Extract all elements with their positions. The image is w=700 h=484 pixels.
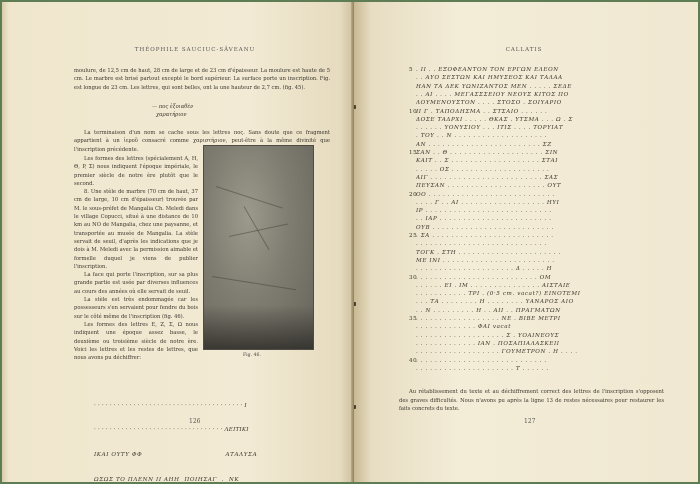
right-page (354, 2, 698, 482)
binding-clip (354, 405, 356, 409)
damage-paragraph: La stèle est très endommagée car les possesseurs s'en servaient pour fendre du bois sur le côté même de l'inscription (fig. 46). (74, 297, 198, 320)
greek-line: . . ΑΙ . . . . ΜΕΓΑΣΣΣΕΙΟΥ ΝΕΟΥΣ ΚΙΤΟΣ ΠΟ (416, 91, 569, 98)
line-number: 30 (409, 274, 418, 281)
intro-paragraph (74, 67, 330, 92)
greek-line: . . . . . . . . . . . . . . . . . . . . . . . . . . ΟΜ (416, 274, 552, 281)
stele-photograph (203, 145, 314, 350)
greek-line: ΣΑΝ . . Θ . . . . . . . . . . . . . . . . . . . . ΣΙΝ (416, 150, 559, 156)
left-page (2, 2, 354, 482)
greek-line: ΚΑΙΤ . . Σ . . . . . . . . . . . . . . . . . . . ΣΤΑΙ (416, 158, 559, 165)
inscription-line: χαρατήριον (156, 112, 187, 119)
greek-line: ΛΟΥΜΕΝΟΥΣΤΟΝ . . . . ΣΤΟΣΟ . ΣΟΙΥΑΡΙΟ (416, 100, 562, 107)
greek-line: ΙΙ Γ . ΤΑΠΟΔΗΣΜΑ . . ΣΤΣΑΙΟ . . . . . . (416, 108, 548, 115)
line-number: 35 (409, 316, 418, 322)
greek-line: ΤΟΓΚ . ΣΤΗ . . . . . . . . . . . . . . . . . . . . . . (416, 249, 561, 256)
greek-line: ΗΑΝ ΤΑ ΔΕΚ ΥΩΝΙΖΑΝΤΟΣ ΜΕΝ . . . . . ΣΕΔΕ (416, 83, 572, 90)
greek-line: . . . ΤΑ . . . . . . . . Η . . . . . . . . ΥΑΝΑΡΟΣ ΑΙΟ (416, 299, 574, 306)
greek-line: · · · · · · · · · · · · · · · · · · · · · · · · · · · · · · · · · ΛΕΙΤΙΚΙ (94, 427, 249, 434)
greek-line: . . . . . . . . . . . ΤΡΙ . (0·5 cm. vacat?) ΕΙΝΟΤΕΜΙ (416, 291, 581, 298)
inscription-quote (152, 103, 272, 120)
greek-line: . . . . . . . . . . . . . . . . . . ΝΕ . ΒΙΒΕ ΜΕΤΡΙ (416, 316, 561, 322)
greek-fragment-left (94, 385, 257, 482)
figure-caption: Fig. 46. (243, 353, 261, 358)
line-number: 20 (409, 191, 418, 198)
left-column-text (74, 155, 198, 362)
greek-line: . . . . . . . . . . . . . ΙΑΝ . ΠΟΣΑΠΙΑΛΑΣΚΕΙΙ (416, 340, 560, 347)
greek-line: ΙΚΑΙ ΟΥΤΥ ΦΦ ΑΤΑΛΥΣΑ (94, 452, 258, 459)
greek-line: ΑΙΓ . . . . . . . . . . . . . . . . . . . . . . . . ΣΑΣ (416, 174, 559, 181)
greek-line: ΔΟΣΕ ΤΑΔΡΧΙ . . . . . ΘΚΑΣ . ΥΤΣΜΑ . . . Ω . Σ (416, 116, 573, 123)
greek-line: . . . . . . ΥΟΝΥΣΙΟΥ . . . ΙΤΙΣ . . . . ΤΟΡΥΙΑΤ (416, 125, 564, 132)
greek-line: ΟΟ . . . . . . . . . . . . . . . . . . . . . . . . . . . (416, 191, 555, 198)
greek-line: . . . . . ΟΣ . . . . . . . . . . . . . . . . . . . . . (416, 166, 550, 173)
greek-line: . . . . . . . . . . . . . . . . . . . Σ . ΥΟΑΙΝΕΟΥΣ (416, 332, 560, 339)
greek-line: ΠΕΥΣΑΝ . . . . . . . . . . . . . . . . . . . . . ΟΥΤ (416, 183, 562, 190)
line-number: 15 (409, 150, 418, 156)
greek-line: . . Ν . . . . . . . . . Η . . ΑΙΙ . . ΠΡΑΓΜΑΤΩΝ (416, 307, 561, 314)
running-head-right: CALLATIS (505, 47, 543, 53)
greek-line: ΜΕ ΙΝΙ . . . . . . . . . . . . . . . . . . . . . . . . (416, 257, 555, 264)
greek-line: . ΤΟΥ . . Ν . . . . . . . . . . . . . . . . . . . . (416, 133, 548, 140)
closing-paragraph (399, 388, 664, 414)
inscription-line: — πος ἐξοιαθὲν (152, 104, 194, 110)
greek-line: . ΙΙ . . ΕΞΟΦΕΑΝΤΟΝ ΤΟΝ ΕΡΓΩΝ ΕΛΕΟΝ (416, 67, 559, 73)
greek-line: . . . . Γ . . ΑΙ . . . . . . . . . . . . . . . . . . ΗΥΙ (416, 199, 560, 206)
greek-line: . . . . . . . . . . . . . . . . . . . . . Δ . . . . . Η (416, 266, 553, 273)
greek-line: . . . . . . . . . . . . . . . . . . . . . . . . . . . . (416, 241, 547, 248)
greek-line: ΙΡ . . . . . . . . . . . . . . . . . . . . . . . . . . . (416, 208, 552, 215)
book-spread (2, 2, 698, 482)
greek-line: . ΣΑ . . . . . . . . . . . . . . . . . . . . . . . . . . (416, 233, 554, 239)
greek-line: . . . . . . . . . . . . . . . . . . . . . . . . . . . . (416, 357, 547, 364)
line-number: 40 (409, 357, 418, 364)
greek-line: . . ΙΑΡ . . . . . . . . . . . . . . . . . . . . . . . . (416, 216, 552, 223)
intro-text: moulure, de 12,5 cm de haut, 28 cm de large et de 23 cm d'épaisseur. La moulure est haute de 5 cm. Le marbre est brisé partout excepté le bord supérieur. La surface porte un inscription. Fig. est longue de 23 cm. Les lettres, qui sont belles, ont la une hauteur de 2,7 cm. (fig. 45). (74, 68, 330, 91)
greek-line: · · · · · · · · · · · · · · · · · · · · · · · · · · · · · · · · · · · · · · I (94, 402, 247, 409)
greek-line: . . . . . . ΕΙ . ΙΜ . . . . . . . . . . . . . . . ΑΙΣΤΑΙΕ (416, 282, 571, 289)
stele-paragraph: 8. Une stèle de marbre (70 cm de haut, 37 cm de large, 10 cm d'épaisseur) trouvée par M. le sous-préfet de Mangalia Ch. Meledi dans le village Copucci, situé à une distance de 10 km au NO de Mangalia, chez une paysanne, et transportée au musée de Mangalia. La stèle servait de seuil, d'après les indications que je dois à M. Meledi avec la permission aimable et formelle duquel je viens de publier l'inscription. (74, 189, 198, 270)
page-number-left: 126 (189, 418, 201, 425)
closing-text: Au rétablissement du texte et au déchiffrement correct des lettres de l'inscription s'opposent des graves difficultés. Nous n'avons pu après la ligne 13 de restes nécessaires pour restaurer les faits concrets du texte. (399, 389, 664, 413)
running-head-left: THÉOPHILE SAUCIUC-SĂVEANU (134, 47, 256, 53)
line-number: 5 (409, 67, 414, 73)
binding-clip (354, 105, 356, 109)
greek-line: . . . . . . . . . . . . . . . . . . ΓΟΥΜΕΤΡΟΝ . Η . . . . (416, 349, 578, 356)
line-number: 25 (409, 233, 418, 239)
page-edge (2, 2, 9, 482)
date-paragraph: Les formes des lettres E, Z, Σ, Ω nous indiquent une époque assez basse, le deuxième ou troisième siècle de notre ère. Voici les lettres et les restes de lettres, que nous avons pu déchiffrer: (74, 321, 198, 362)
face-paragraph: La face qui porte l'inscription, sur sa plus grande partie est usée par diverses influences au cours des années où elle servait de seuil. (74, 272, 198, 295)
greek-line: ΩΣΩΣ ΤΟ ΠΛΕΝΝ ΙΙ ΑΗΗ ΠΟΙΗΣΑΓ . ΝΚ (94, 477, 240, 482)
commentary-text: La terminaison d'un nom se cache sous les lettres πος. Sans doute que ce fragment appartient à un ἱεροῦ consacré comme χαριστήριον, peut-être à la même divinité que l'inscription précédente. (74, 130, 330, 153)
greek-line: . . ΑΥΟ ΣΕΣΤΩΝ ΚΑΙ ΗΜΥΣΕΟΣ ΚΑΙ ΤΑΛΑΑ (416, 75, 563, 82)
binding-clip (354, 302, 356, 306)
line-number: 10 (409, 108, 418, 115)
greek-line: ΟΥΒ . . . . . . . . . . . . . . . . . . . . . . . . . . (416, 224, 554, 231)
letters-paragraph: Les formes des lettres (spécialement A, H, Θ, P, Σ) nous indiquent l'époque impériale, le premier siècle de notre ère plutôt que le second. (74, 156, 198, 187)
greek-line: . . . . . . . . . . . . . ΦΑΙ vacat (416, 324, 512, 331)
greek-line: ΑΝ . . . . . . . . . . . . . . . . . . . . . . . . ΣΖ (416, 141, 552, 148)
greek-line: . . . . . . . . . . . . . . . . . . . . . Τ . . . . . . (416, 365, 549, 372)
page-number-right: 127 (524, 418, 536, 425)
